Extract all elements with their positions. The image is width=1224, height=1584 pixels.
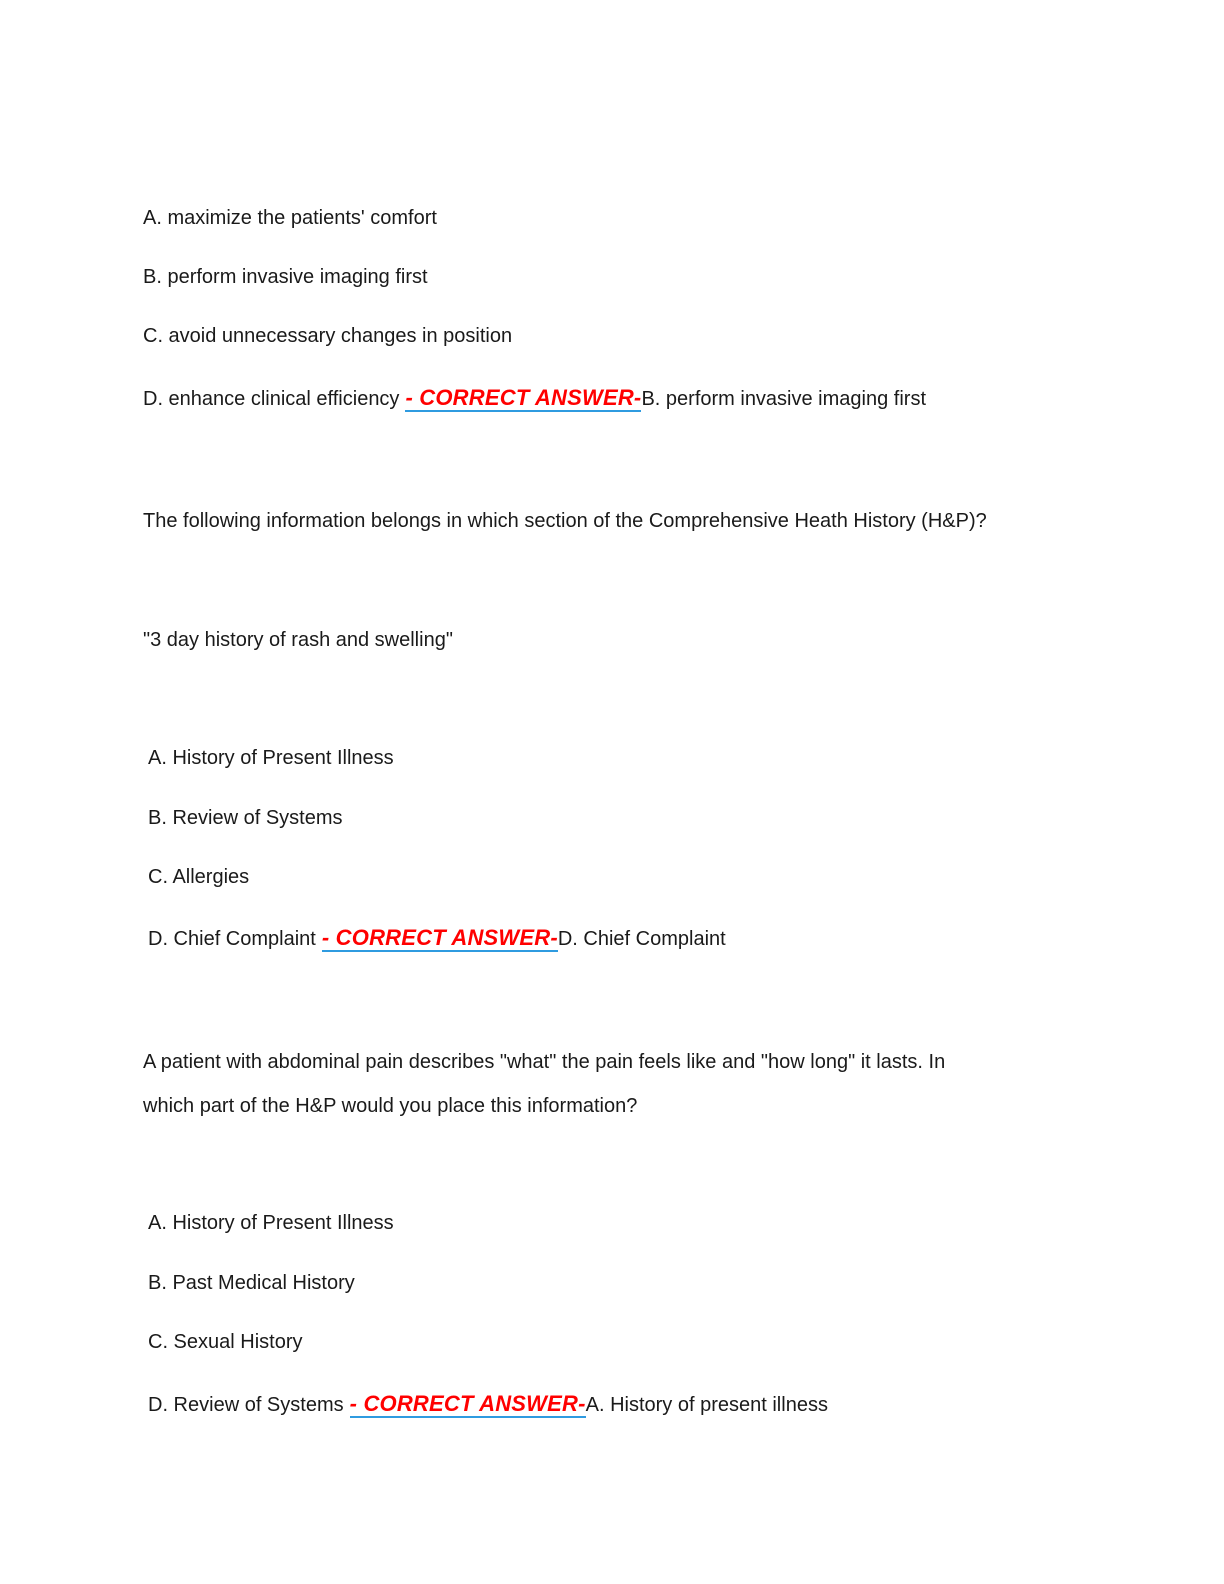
correct-answer-tag: - CORRECT ANSWER-	[405, 385, 642, 410]
question-text: The following information belongs in which section of the Comprehensive Heath History (H&P)?	[143, 510, 987, 532]
question-text-line1: A patient with abdominal pain describes "what" the pain feels like and "how long" it lasts. In	[143, 1051, 946, 1073]
option-a: A. maximize the patients' comfort	[143, 207, 437, 229]
option-c: C. Sexual History	[148, 1331, 303, 1353]
option-b: B. Review of Systems	[148, 807, 343, 829]
option-b: B. perform invasive imaging first	[143, 266, 428, 288]
option-d: D. Chief Complaint	[148, 928, 316, 950]
option-c: C. avoid unnecessary changes in position	[143, 325, 513, 347]
option-d-with-answer	[148, 925, 726, 952]
option-a: A. History of Present Illness	[148, 1212, 394, 1234]
option-d-with-answer	[143, 385, 926, 412]
correct-answer-tag: - CORRECT ANSWER-	[321, 925, 558, 950]
option-c: C. Allergies	[148, 866, 250, 888]
option-d: D. Review of Systems	[148, 1394, 344, 1416]
question-text-line2: which part of the H&P would you place this information?	[143, 1095, 638, 1117]
option-a: A. History of Present Illness	[148, 747, 394, 769]
answer-text: B. perform invasive imaging first	[641, 388, 926, 410]
question-quote: "3 day history of rash and swelling"	[143, 629, 453, 651]
answer-text: A. History of present illness	[585, 1394, 828, 1416]
answer-text: D. Chief Complaint	[557, 928, 726, 950]
option-d-with-answer	[148, 1391, 828, 1418]
correct-answer-tag: - CORRECT ANSWER-	[349, 1391, 586, 1416]
option-b: B. Past Medical History	[148, 1272, 355, 1294]
option-d: D. enhance clinical efficiency	[143, 388, 400, 410]
